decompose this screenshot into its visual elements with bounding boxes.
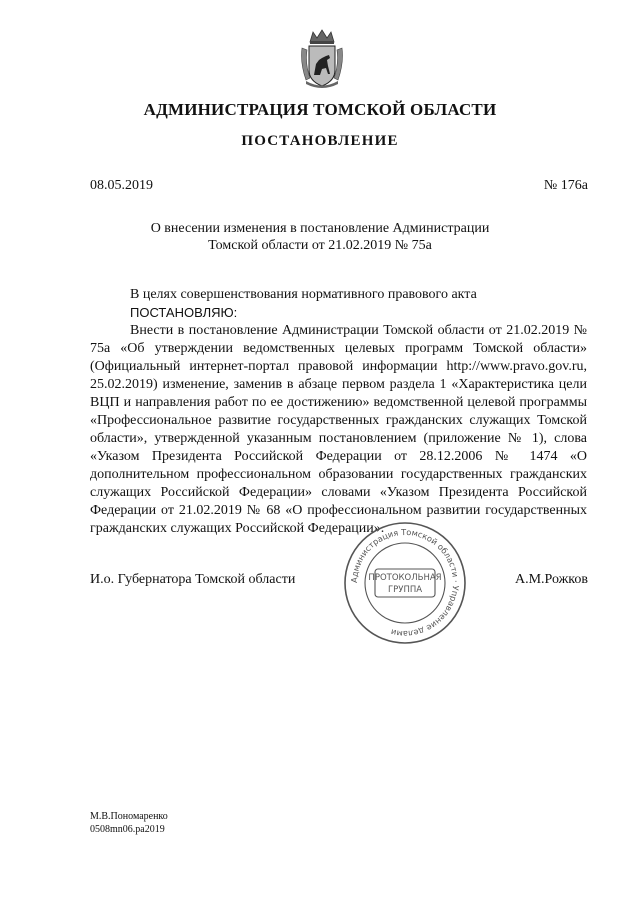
document-date: 08.05.2019 (90, 178, 153, 193)
stamp-center-text: ГРУППА (387, 585, 423, 595)
decree-word: ПОСТАНОВЛЯЮ: (130, 305, 238, 320)
stamp-seal (342, 520, 468, 646)
stamp-ring-text: Администрация Томской области · Управление делами (348, 526, 462, 640)
stamp-center-text: ПРОТОКОЛЬНАЯ (368, 573, 442, 583)
document-subject (150, 220, 490, 254)
subject-line: О внесении изменения в постановление Администрации (150, 221, 490, 236)
stamp-outer-ring (345, 523, 465, 643)
document-number: № 176а (543, 178, 588, 193)
main-paragraph: Внести в постановление Администрации Томской области от 21.02.2019 № 75а «Об утверждении ведомственных целевых программ Томской области» (Официальный интернет-портал правовой информации http://www.pravo.gov.ru, 25.02.2019) изменение, заменив в абзаце первом раздела 1 «Характеристика цели ВЦП и направления работ по ее достижению» ведомственной целевой программы «Профессиональное развитие государственных гражданских служащих Томской области», утвержденной указанным постановлением (приложение № 1), слова «Указом Президента Российской Федерации от 28.12.2006 № 1474 «О дополнительном профессиональном образовании государственных гражданских служащих Российской Федерации» словами «Указом Президента Российской Федерации от 21.02.2019 № 68 «О профессиональном развитии государственных гражданских служащих Российской Федерации». (90, 323, 587, 536)
document-body (90, 286, 587, 538)
purpose-paragraph: В целях совершенствования нормативного правового акта (130, 287, 477, 302)
executor-info (90, 810, 168, 836)
organization-title: АДМИНИСТРАЦИЯ ТОМСКОЙ ОБЛАСТИ (143, 100, 497, 119)
executor-name: М.В.Пономаренко (90, 811, 168, 822)
stamp-inner-ring (365, 543, 445, 623)
signatory-name: А.М.Рожков (514, 572, 588, 587)
subject-line: Томской области от 21.02.2019 № 75а (208, 238, 432, 253)
document-type: ПОСТАНОВЛЕНИЕ (241, 133, 399, 149)
tomsk-coat-of-arms-icon (300, 28, 344, 90)
executor-file-code: 0508mn06.ра2019 (90, 824, 165, 835)
signatory-position: И.о. Губернатора Томской области (90, 572, 296, 587)
